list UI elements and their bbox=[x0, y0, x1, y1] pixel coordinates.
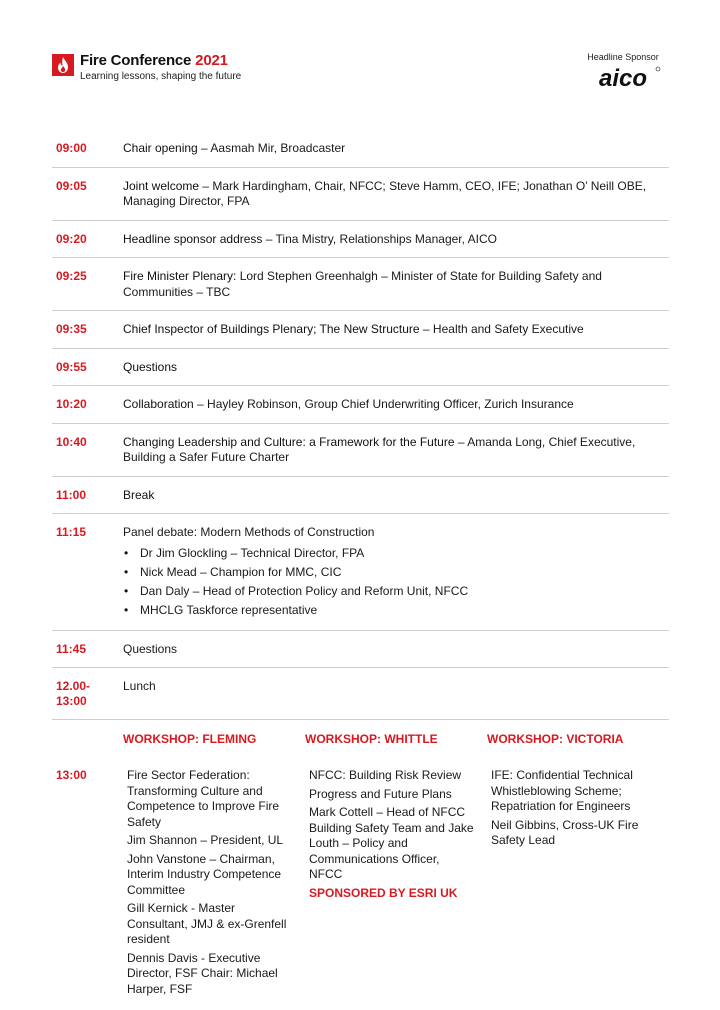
workshop-item: NFCC: Building Risk Review bbox=[309, 768, 462, 782]
session-title: Collaboration bbox=[123, 397, 194, 411]
agenda-row bbox=[52, 130, 669, 168]
agenda-session bbox=[123, 141, 669, 157]
flame-icon bbox=[52, 54, 74, 76]
workshop-item: Progress and Future Plans bbox=[309, 786, 452, 801]
agenda-session bbox=[123, 488, 669, 504]
workshop-item: Neil Gibbins, Cross-UK Fire Safety Lead bbox=[491, 817, 639, 847]
agenda-time: 09:05 bbox=[56, 178, 87, 193]
workshop-item: Gill Kernick - Master Consultant, JMJ & ex-Grenfell resident bbox=[127, 901, 287, 946]
panel-speaker: • MHCLG Taskforce representative bbox=[123, 601, 669, 620]
sponsor-label: Headline Sponsor bbox=[587, 52, 659, 62]
agenda-session bbox=[123, 435, 669, 466]
aico-logo bbox=[584, 65, 662, 91]
agenda-time: 10:40 bbox=[56, 434, 87, 449]
agenda-time: 09:00 bbox=[56, 141, 87, 155]
agenda-time: 09:55 bbox=[56, 359, 87, 374]
agenda-session bbox=[123, 179, 669, 210]
agenda-row bbox=[52, 477, 669, 515]
conference-title bbox=[80, 52, 241, 69]
agenda-session: Questions bbox=[123, 641, 178, 656]
agenda-row bbox=[52, 221, 669, 259]
workshop-item: Jim Shannon – President, UL bbox=[127, 833, 284, 847]
agenda-row bbox=[52, 349, 669, 387]
agenda-row bbox=[52, 311, 669, 349]
session-speaker: – Health and Safety Executive bbox=[419, 322, 584, 336]
agenda-row bbox=[52, 424, 669, 477]
workshop-item: Fire Sector Federation: Transforming Culture and Competence to Improve Fire Safety bbox=[127, 768, 280, 829]
conference-name: Fire Conference bbox=[80, 52, 192, 69]
session-speaker: Lord Stephen Greenhalgh – Minister of State for Building Safety and Communities – TBC bbox=[123, 269, 602, 299]
workshop-whittle bbox=[305, 768, 487, 1000]
session-title: Fire Minister Plenary: bbox=[123, 269, 237, 283]
workshop-item: John Vanstone – Chairman, Interim Industry Competence Committee bbox=[127, 851, 282, 897]
agenda-time: 13:00 bbox=[56, 768, 87, 782]
agenda-row bbox=[52, 386, 669, 424]
agenda bbox=[52, 130, 669, 1000]
agenda-session bbox=[123, 269, 669, 300]
agenda-row bbox=[52, 631, 669, 669]
panel-speaker-list bbox=[123, 544, 669, 620]
panel-title: Panel debate: Modern Methods of Construction bbox=[123, 525, 375, 539]
workshop-title-fleming: WORKSHOP: FLEMING bbox=[123, 732, 257, 746]
panel-speaker: • Dr Jim Glockling – Technical Director, FPA bbox=[123, 544, 669, 563]
workshop-headers bbox=[52, 720, 669, 746]
workshop-item: Dennis Davis - Executive Director, FSF Chair: Michael Harper, FSF bbox=[127, 950, 278, 996]
conference-year: 2021 bbox=[195, 52, 228, 69]
agenda-time: 09:20 bbox=[56, 231, 87, 246]
agenda-row bbox=[52, 168, 669, 221]
conference-tagline: Learning lessons, shaping the future bbox=[80, 71, 242, 82]
panel-speaker: • Nick Mead – Champion for MMC, CIC bbox=[123, 563, 669, 582]
agenda-time: 11:15 bbox=[56, 525, 87, 539]
agenda-session: Lunch bbox=[123, 679, 156, 693]
session-speaker: – Mark Hardingham, Chair, NFCC; Steve Hamm, CEO, IFE; Jonathan O’ Neill OBE, Managing Director, FPA bbox=[123, 178, 647, 208]
agenda-time: 11:45 bbox=[56, 641, 87, 656]
session-title: Chief Inspector of Buildings Plenary; The New Structure bbox=[123, 322, 420, 336]
agenda-session bbox=[123, 360, 669, 376]
workshop-fleming bbox=[123, 768, 305, 1000]
session-title: Questions bbox=[123, 359, 178, 374]
header bbox=[52, 52, 672, 92]
agenda-session bbox=[123, 397, 669, 413]
agenda-time: 10:20 bbox=[56, 397, 87, 411]
session-speaker: – Tina Mistry, Relationships Manager, AICO bbox=[262, 231, 497, 246]
aico-logo-text: aico bbox=[598, 65, 648, 91]
session-title: Break bbox=[123, 487, 155, 502]
session-title: Changing Leadership and Culture: a Framework for the Future bbox=[123, 434, 455, 449]
session-title: Headline sponsor address bbox=[123, 231, 263, 246]
workshop-item: Mark Cottell – Head of NFCC Building Safety Team and Jake Louth – Policy and Communications Officer, NFCC bbox=[309, 805, 474, 881]
agenda-time: 11:00 bbox=[56, 487, 87, 502]
agenda-time: 12.00- 13:00 bbox=[56, 679, 91, 708]
conference-logo bbox=[52, 52, 241, 82]
workshop-row bbox=[52, 768, 669, 1000]
workshop-item: IFE: Confidential Technical Whistleblowing Scheme; Repatriation for Engineers bbox=[491, 768, 633, 813]
workshop-sponsor-note: SPONSORED BY ESRI UK bbox=[309, 885, 458, 900]
session-speaker: – Aasmah Mir, Broadcaster bbox=[197, 141, 346, 155]
workshop-title-whittle: WORKSHOP: WHITTLE bbox=[305, 732, 438, 746]
session-title: Chair opening bbox=[123, 141, 198, 155]
agenda-row bbox=[52, 258, 669, 311]
agenda-row-panel bbox=[52, 514, 669, 631]
panel-speaker: • Dan Daly – Head of Protection Policy and Reform Unit, NFCC bbox=[123, 582, 669, 601]
headline-sponsor bbox=[578, 52, 668, 96]
session-speaker: – Hayley Robinson, Group Chief Underwriting Officer, Zurich Insurance bbox=[193, 397, 574, 411]
session-title: Joint welcome bbox=[123, 178, 200, 193]
agenda-session bbox=[123, 322, 669, 338]
workshop-title-victoria: WORKSHOP: VICTORIA bbox=[487, 732, 624, 746]
agenda-row bbox=[52, 668, 669, 720]
workshop-victoria bbox=[487, 768, 669, 1000]
agenda-session bbox=[123, 232, 669, 248]
agenda-time: 09:35 bbox=[56, 322, 87, 336]
session-speaker: – Amanda Long, Chief Executive, Building a Safer Future Charter bbox=[123, 434, 636, 464]
agenda-time: 09:25 bbox=[56, 269, 87, 283]
